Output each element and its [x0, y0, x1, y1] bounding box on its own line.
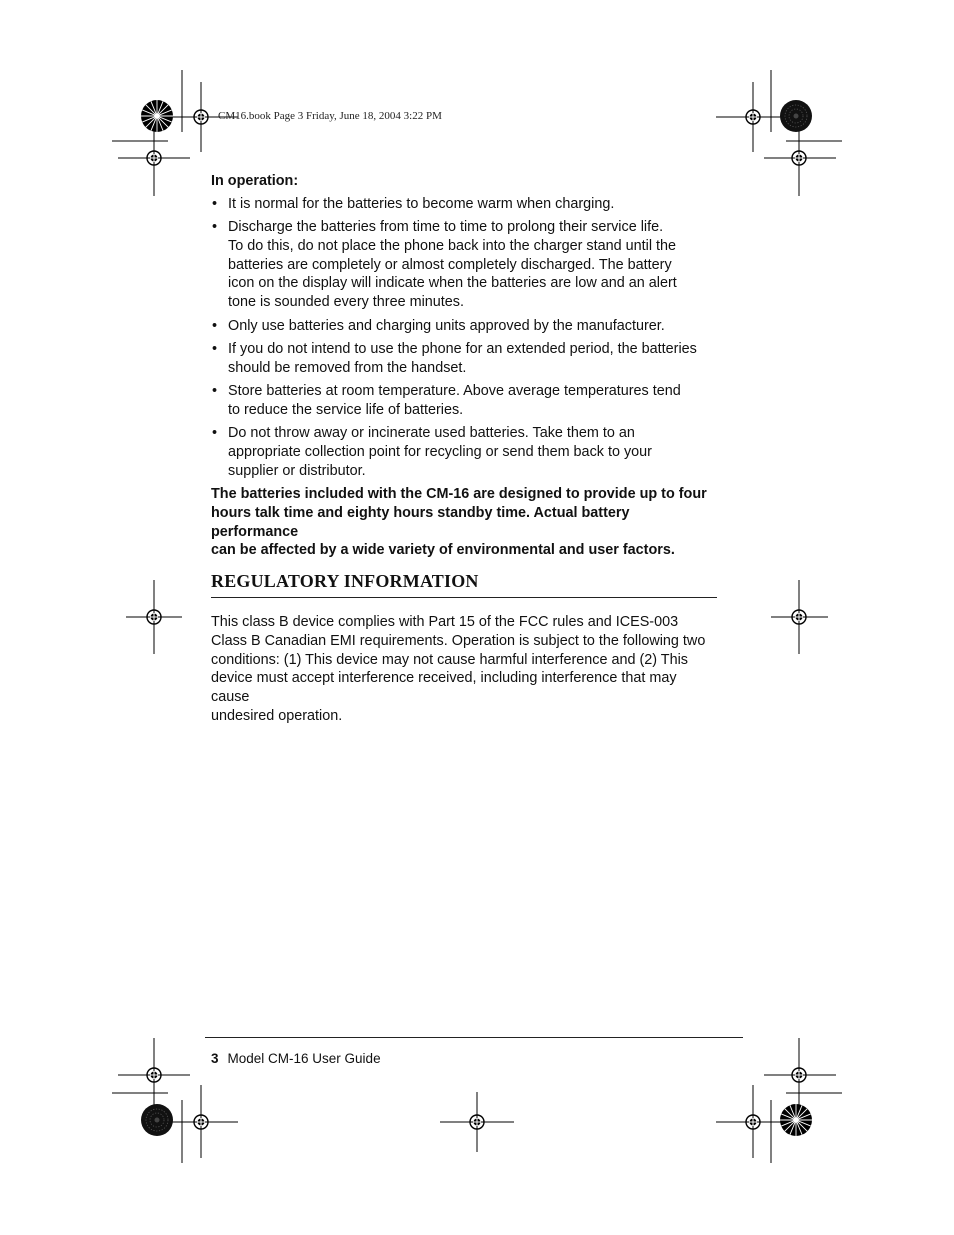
- bullet-icon: •: [212, 195, 218, 212]
- list-item-line: to reduce the service life of batteries.: [228, 401, 464, 418]
- list-item-line: If you do not intend to use the phone for an extended period, the batteries: [228, 340, 697, 357]
- list-item-line: It is normal for the batteries to become warm when charging.: [228, 195, 615, 212]
- list-item-line: icon on the display will indicate when the batteries are low and an alert: [228, 275, 677, 292]
- list-item-line: To do this, do not place the phone back into the charger stand until the: [228, 237, 677, 254]
- page-number: 3: [211, 1051, 219, 1066]
- section-title-regulatory: REGULATORY INFORMATION: [211, 572, 717, 598]
- list-item: [211, 195, 717, 214]
- print-slug: CM16.book Page 3 Friday, June 18, 2004 3:22 PM: [218, 110, 442, 122]
- list-item: [211, 218, 717, 312]
- paragraph-line: This class B device complies with Part 15 of the FCC rules and ICES-003: [211, 613, 679, 630]
- footer-rule: [205, 1037, 743, 1038]
- regulatory-paragraph: [211, 613, 717, 726]
- bullet-icon: •: [212, 382, 218, 399]
- page-footer: [211, 1051, 381, 1066]
- list-item-line: should be removed from the handset.: [228, 359, 467, 376]
- bullet-icon: •: [212, 340, 218, 357]
- footer-title: Model CM-16 User Guide: [227, 1051, 381, 1066]
- operation-subhead: In operation:: [211, 173, 299, 189]
- paragraph-line: conditions: (1) This device may not cause harmful interference and (2) This: [211, 651, 688, 668]
- list-item-line: tone is sounded every three minutes.: [228, 294, 464, 311]
- bullet-icon: •: [212, 317, 218, 334]
- list-item: [211, 382, 717, 420]
- battery-performance-note: [211, 485, 717, 560]
- list-item: [211, 317, 717, 336]
- list-item-line: Do not throw away or incinerate used batteries. Take them to an: [228, 425, 635, 442]
- list-item-line: Discharge the batteries from time to time to prolong their service life.: [228, 219, 664, 236]
- list-item-line: Only use batteries and charging units approved by the manufacturer.: [228, 317, 665, 334]
- bullet-icon: •: [212, 425, 218, 442]
- list-item-line: Store batteries at room temperature. Above average temperatures tend: [228, 382, 681, 399]
- list-item: [211, 424, 717, 480]
- operation-bullet-list: [211, 195, 717, 481]
- paragraph-line: device must accept interference received, including interference that may cause: [211, 670, 677, 706]
- list-item-line: appropriate collection point for recycling or send them back to your: [228, 443, 652, 460]
- note-line: The batteries included with the CM-16 are designed to provide up to four: [211, 485, 707, 502]
- note-line: can be affected by a wide variety of environmental and user factors.: [211, 542, 675, 559]
- page-content: [211, 172, 717, 726]
- bullet-icon: •: [212, 219, 218, 236]
- paragraph-line: undesired operation.: [211, 707, 343, 724]
- note-line: hours talk time and eighty hours standby time. Actual battery performance: [211, 504, 630, 540]
- list-item-line: supplier or distributor.: [228, 462, 366, 479]
- list-item-line: batteries are completely or almost completely discharged. The battery: [228, 256, 672, 273]
- paragraph-line: Class B Canadian EMI requirements. Operation is subject to the following two: [211, 632, 706, 649]
- list-item: [211, 340, 717, 378]
